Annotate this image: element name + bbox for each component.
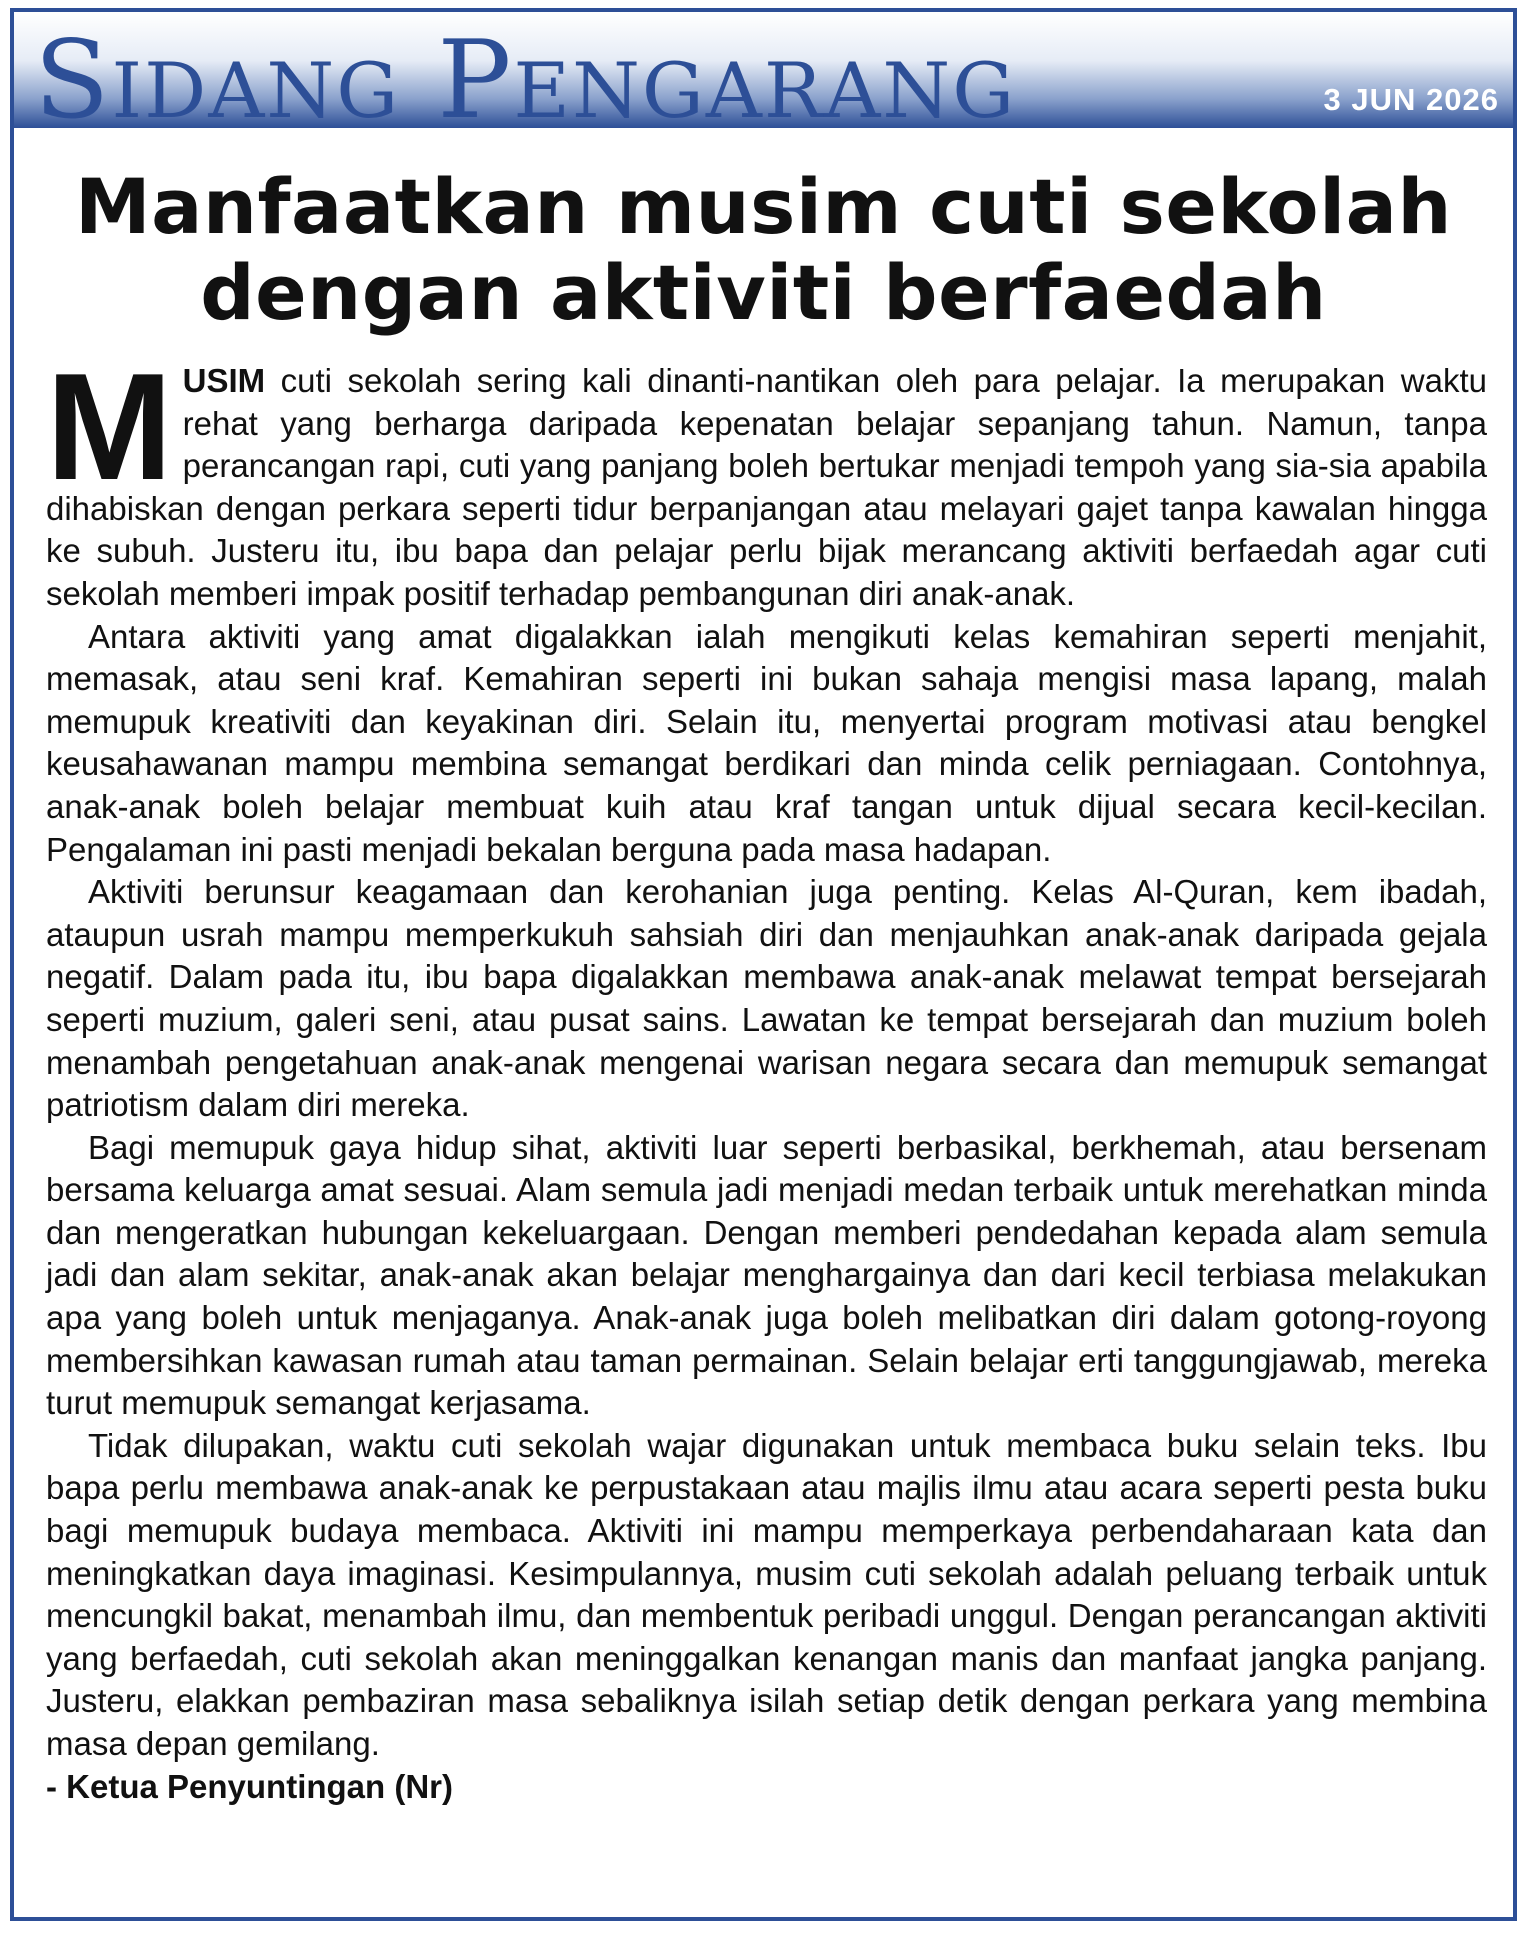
article-body [46, 342, 1487, 1808]
masthead-title: Sidang Pengarang [34, 18, 1017, 128]
paragraph-3: Aktiviti berunsur keagamaan dan kerohanian juga penting. Kelas Al-Quran, kem ibadah, ataupun usrah mampu memperkukuh sahsiah diri dan menjauhkan anak-anak daripada gejala negatif. Dalam pada itu, ibu bapa digalakkan membawa anak-anak melawat tempat bersejarah seperti muzium, galeri seni, atau pusat sains. Lawatan ke tempat bersejarah dan muzium boleh menambah pengetahuan anak-anak mengenai warisan negara secara dan memupuk semangat patriotism dalam diri mereka. [46, 873, 1487, 1124]
publication-date: 3 JUN 2026 [1323, 82, 1499, 117]
lead-word: USIM [182, 362, 266, 399]
page-frame [10, 8, 1517, 1921]
headline-line-1: Manfaatkan musim cuti sekolah [74, 162, 1453, 251]
paragraph-1-text: cuti sekolah sering kali dinanti-nantikan oleh para pelajar. Ia merupakan waktu rehat yang berharga daripada kepenatan belajar sepanjang tahun. Namun, tanpa perancangan rapi, cuti yang panjang boleh bertukar menjadi tempoh yang sia-sia apabila dihabiskan dengan perkara seperti tidur berpanjangan atau melayari gajet tanpa kawalan hingga ke subuh. Justeru itu, ibu bapa dan pelajar perlu bijak merancang aktiviti berfaedah agar cuti sekolah memberi impak positif terhadap pembangunan diri anak-anak. [46, 362, 1487, 612]
paragraph-4: Bagi memupuk gaya hidup sihat, aktiviti luar seperti berbasikal, berkhemah, atau bersenam bersama keluarga amat sesuai. Alam semula jadi menjadi medan terbaik untuk merehatkan minda dan mengeratkan hubungan kekeluargaan. Dengan memberi pendedahan kepada alam semula jadi dan alam sekitar, anak-anak akan belajar menghargainya dan dari kecil terbiasa melakukan apa yang boleh untuk menjaganya. Anak-anak juga boleh melibatkan diri dalam gotong-royong membersihkan kawasan rumah atau taman permainan. Selain belajar erti tanggungjawab, mereka turut memupuk semangat kerjasama. [46, 1128, 1487, 1422]
author-signature: - Ketua Penyuntingan (Nr) [46, 1767, 454, 1805]
paragraph-1 [46, 342, 1487, 616]
paragraph-5: Tidak dilupakan, waktu cuti sekolah wajar digunakan untuk membaca buku selain teks. Ibu bapa perlu membawa anak-anak ke perpustakaan atau majlis ilmu atau acara seperti pesta buku bagi memupuk budaya membaca. Aktiviti ini mampu memperkaya perbendaharaan kata dan meningkatkan daya imaginasi. Kesimpulannya, musim cuti sekolah adalah peluang terbaik untuk mencungkil bakat, menambah ilmu, dan membentuk peribadi unggul. Dengan perancangan aktiviti yang berfaedah, cuti sekolah akan meninggalkan kenangan manis dan manfaat jangka panjang. Justeru, elakkan pembaziran masa sebaliknya isilah setiap detik dengan perkara yang membina masa depan gemilang. [46, 1426, 1487, 1762]
masthead [14, 12, 1513, 128]
headline-line-2: dengan aktiviti berfaedah [200, 248, 1327, 337]
drop-cap: M [46, 342, 173, 512]
article-headline [34, 164, 1493, 336]
paragraph-2: Antara aktiviti yang amat digalakkan ialah mengikuti kelas kemahiran seperti menjahit, memasak, atau seni kraf. Kemahiran seperti ini bukan sahaja mengisi masa lapang, malah memupuk kreativiti dan keyakinan diri. Selain itu, menyertai program motivasi atau bengkel keusahawanan mampu membina semangat berdikari dan minda celik perniagaan. Contohnya, anak-anak boleh belajar membuat kuih atau kraf tangan untuk dijual secara kecil-kecilan. Pengalaman ini pasti menjadi bekalan berguna pada masa hadapan. [46, 617, 1487, 868]
